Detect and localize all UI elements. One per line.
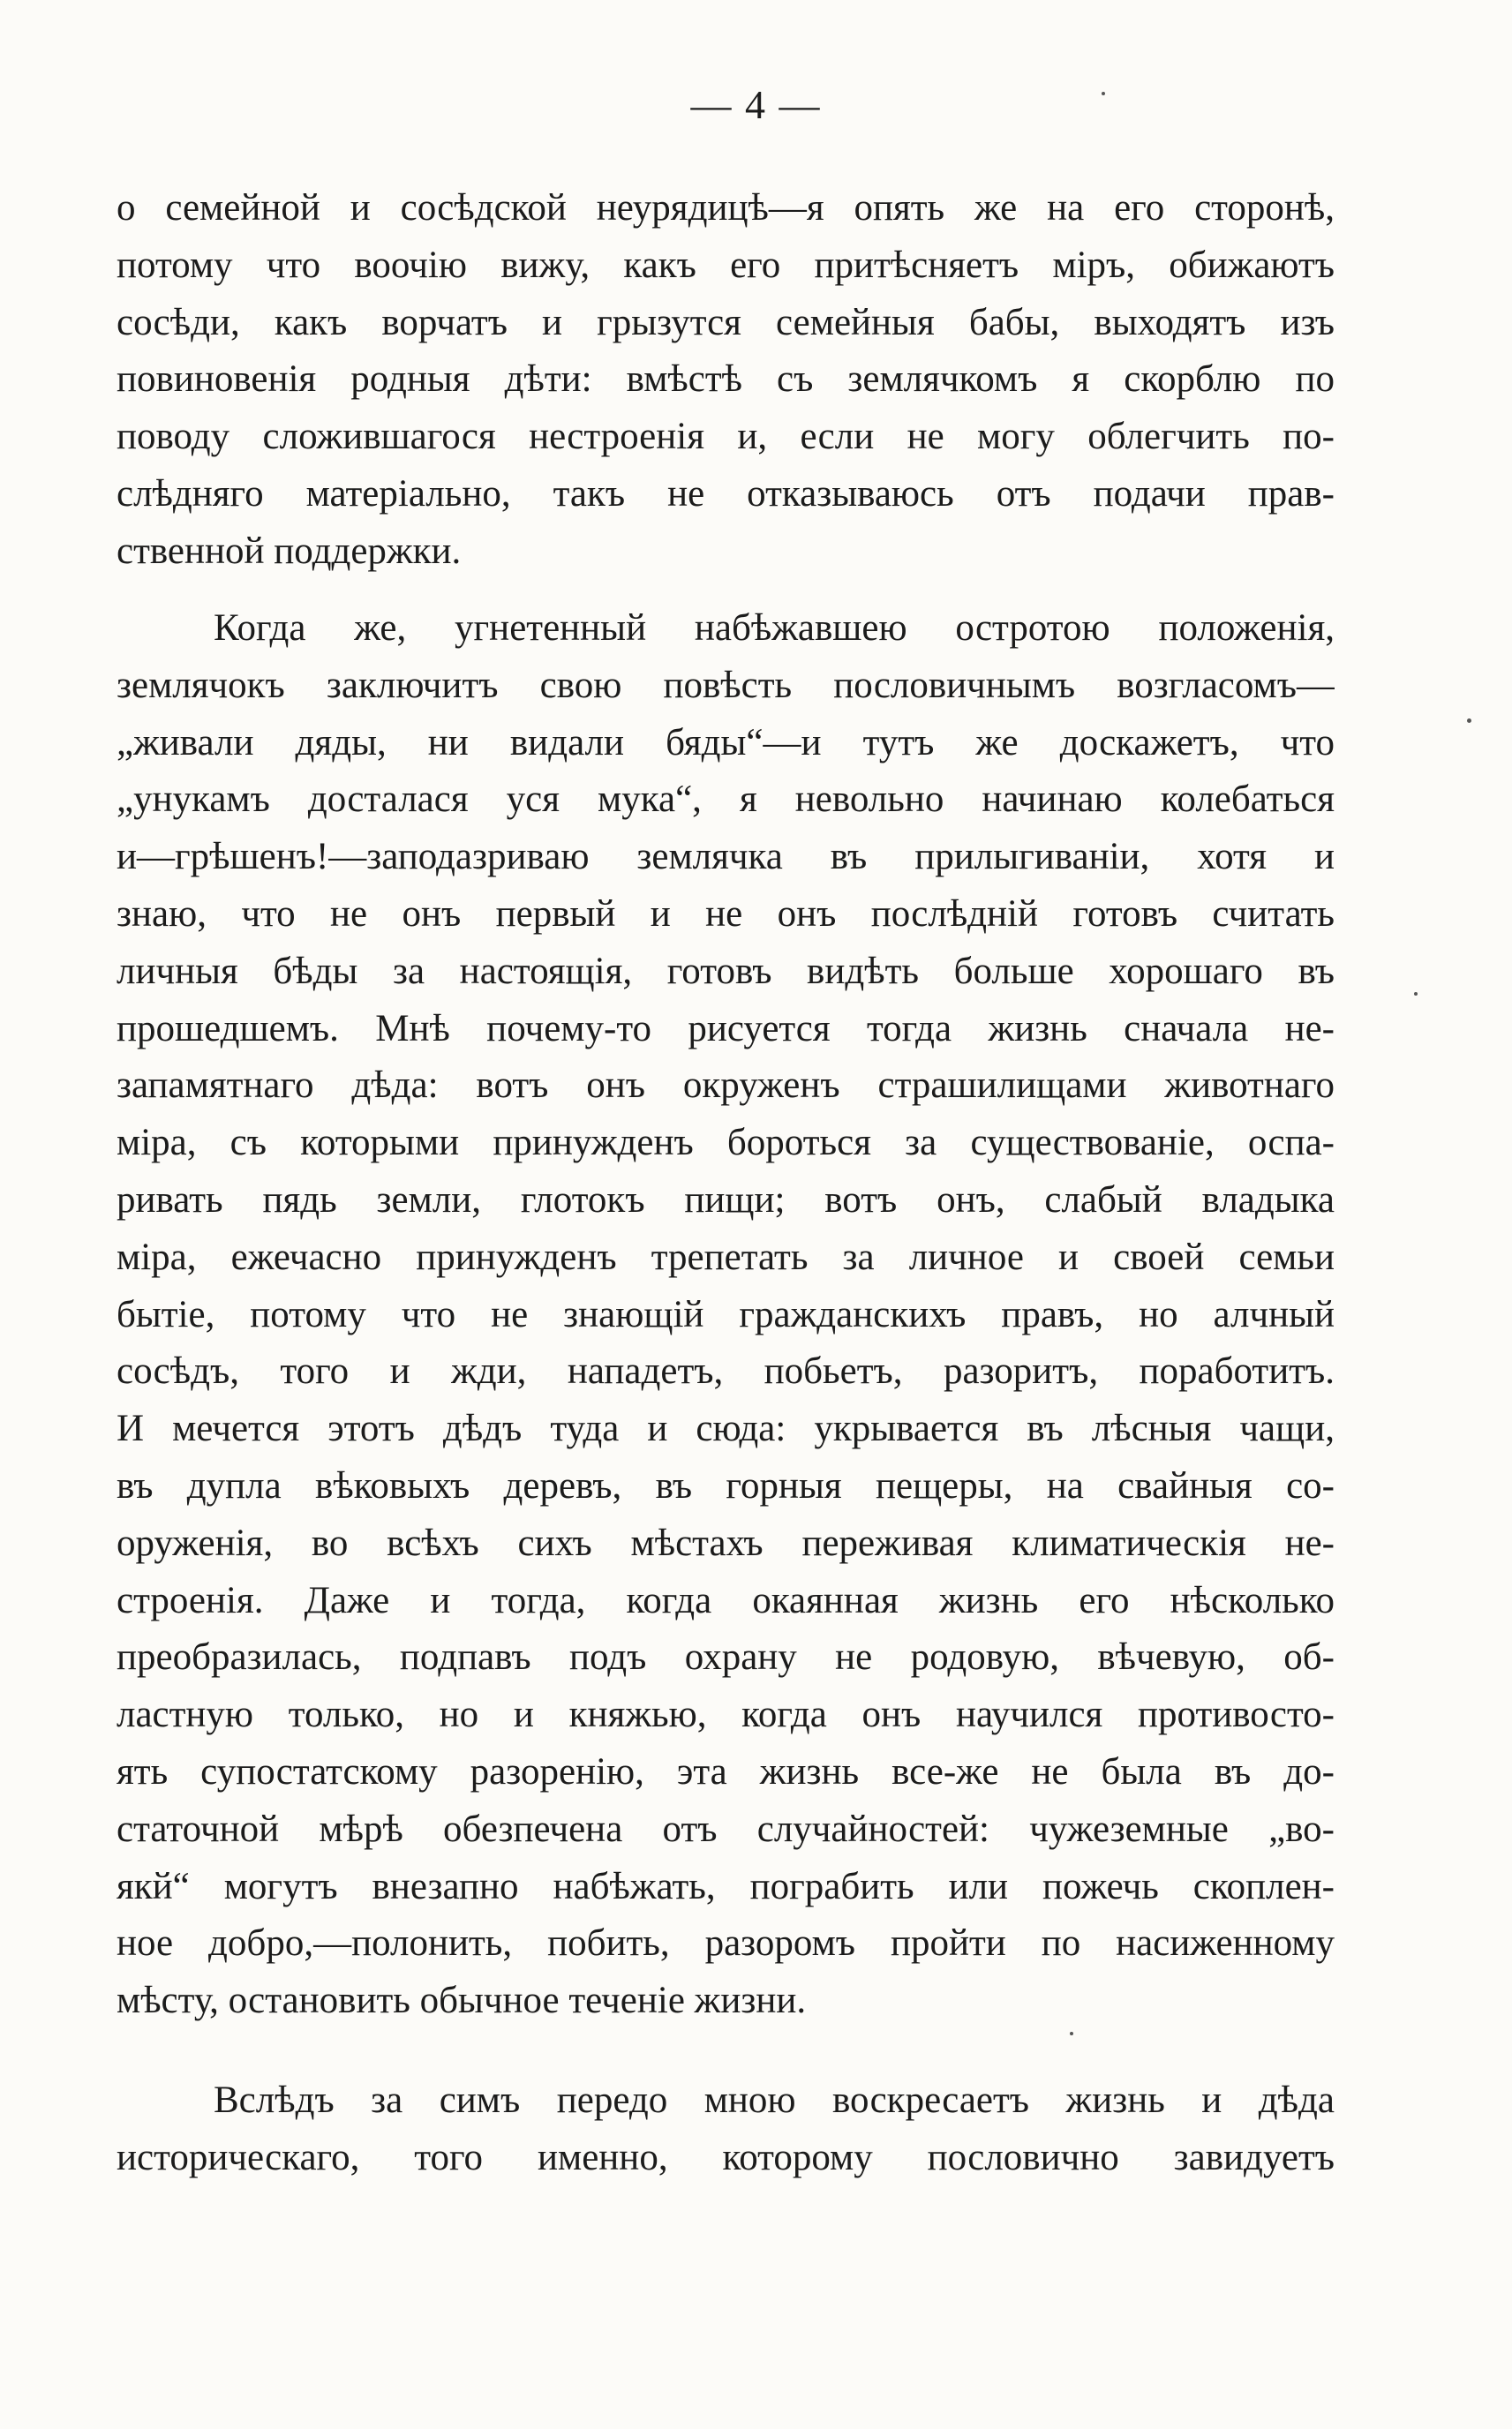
text-line: слѣдняго матеріально, такъ не отказываюсь отъ подачи прав- xyxy=(117,472,1335,515)
text-line: строенія. Даже и тогда, когда окаянная жизнь его нѣсколько xyxy=(117,1579,1335,1621)
text-line: личныя бѣды за настоящія, готовъ видѣть больше хорошаго въ xyxy=(117,950,1335,992)
text-line: оруженія, во всѣхъ сихъ мѣстахъ переживая климатическія не- xyxy=(117,1522,1335,1564)
text-line: „унукамъ досталася уся мука“, я невольно начинаю колебаться xyxy=(117,778,1335,821)
paragraph-1 xyxy=(117,180,1335,581)
text-line: ять супостатскому разоренію, эта жизнь все-же не была въ до- xyxy=(117,1750,1335,1793)
text-line: въ дупла вѣковыхъ деревъ, въ горныя пещеры, на свайныя со- xyxy=(117,1464,1335,1507)
text-line: якй“ могутъ внезапно набѣжать, пограбить или пожечь скоплен- xyxy=(117,1865,1335,1907)
text-line: прошедшемъ. Мнѣ почему-то рисуется тогда жизнь сначала не- xyxy=(117,1007,1335,1049)
paragraph-3 xyxy=(117,2072,1335,2187)
text-line: потому что воочію вижу, какъ его притѣсняетъ міръ, обижаютъ xyxy=(117,244,1335,286)
text-line: бытіе, потому что не знающій гражданскихъ правъ, но алчный xyxy=(117,1293,1335,1335)
text-line: Вслѣдъ за симъ передо мною воскресаетъ жизнь и дѣда xyxy=(214,2079,1335,2121)
paragraph-2 xyxy=(117,600,1335,2030)
text-line: сосѣди, какъ ворчатъ и грызутся семейныя бабы, выходятъ изъ xyxy=(117,301,1335,343)
text-line: повиновенія родныя дѣти: вмѣстѣ съ землячкомъ я скорблю по xyxy=(117,358,1335,401)
text-line: И мечется этотъ дѣдъ туда и сюда: укрывается въ лѣсныя чащи, xyxy=(117,1408,1335,1450)
text-line: землячокъ заключитъ свою повѣсть пословичнымъ возгласомъ— xyxy=(117,664,1335,706)
text-line: и—грѣшенъ!—заподазриваю землячка въ прилыгиваніи, хотя и xyxy=(117,836,1335,878)
text-line: ное добро,—полонить, побить, разоромъ пройти по насиженному xyxy=(117,1922,1335,1965)
text-line: Когда же, угнетенный набѣжавшею остротою положенія, xyxy=(214,607,1335,649)
text-line: запамятнаго дѣда: вотъ онъ окруженъ страшилищами животнаго xyxy=(117,1064,1335,1107)
text-line: міра, ежечасно принужденъ трепетать за личное и своей семьи xyxy=(117,1236,1335,1278)
print-speck xyxy=(1102,92,1105,95)
text-line: историческаго, того именно, которому пословично завидуетъ xyxy=(117,2136,1335,2178)
text-line: знаю, что не онъ первый и не онъ послѣдній готовъ считать xyxy=(117,892,1335,935)
text-line: „живали дяды, ни видали бяды“—и тутъ же доскажетъ, что xyxy=(117,721,1335,763)
text-line: преобразилась, подпавъ подъ охрану не родовую, вѣчевую, об- xyxy=(117,1636,1335,1679)
print-speck xyxy=(1070,2032,1073,2035)
text-line: ривать пядь земли, глотокъ пищи; вотъ онъ, слабый владыка xyxy=(117,1178,1335,1221)
page-number: — 4 — xyxy=(690,82,822,127)
text-line: поводу сложившагося нестроенія и, если не могу облегчить по- xyxy=(117,416,1335,458)
text-line: о семейной и сосѣдской неурядицѣ—я опять же на его сторонѣ, xyxy=(117,187,1335,229)
text-line: статочной мѣрѣ обезпечена отъ случайностей: чужеземные „во- xyxy=(117,1808,1335,1850)
print-speck xyxy=(1414,992,1418,996)
text-line: міра, съ которыми принужденъ бороться за существованіе, оспа- xyxy=(117,1122,1335,1164)
text-line: ственной поддержки. xyxy=(117,530,462,572)
text-line: сосѣдъ, того и жди, нападетъ, побьетъ, разоритъ, поработитъ. xyxy=(117,1350,1335,1393)
print-speck xyxy=(1467,718,1471,723)
text-line: мѣсту, остановить обычное теченіе жизни. xyxy=(117,1980,807,2022)
text-line: ластную только, но и княжью, когда онъ научился противосто- xyxy=(117,1694,1335,1736)
